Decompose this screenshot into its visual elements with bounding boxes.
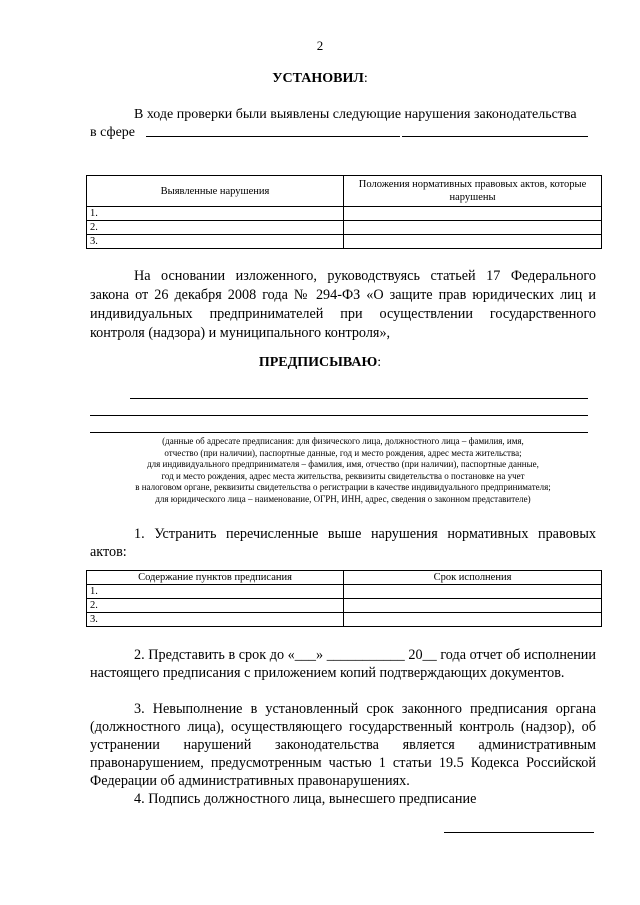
heading-prescribe-text: ПРЕДПИСЫВАЮ [258,355,378,370]
intro-paragraph: В ходе проверки были выявлены следующие нарушения законодательства [134,107,577,122]
table-row [87,585,602,599]
item-3: 3. Невыполнение в установленный срок законного предписания органа (должностного лица), осуществляющего государственный контроль (надзор), об устранении нарушений законодательства является административным правонарушением, предусмотренным частью 1 статьи 19.5 Кодекса Российской Федерации об административных правонарушениях. [90,701,596,789]
sphere-blank-2 [402,136,588,137]
table-row [87,221,602,235]
item-1: 1. Устранить перечисленные выше нарушения нормативных правовых актов: [90,526,596,560]
addressee-line-2 [90,415,588,416]
table-header-cell: Срок исполнения [344,571,602,585]
addressee-note [90,436,596,505]
table-cell [344,599,602,613]
table-cell [344,235,602,249]
heading-established-colon: : [363,71,368,86]
sphere-line [90,124,596,142]
table-cell [344,221,602,235]
note-line: в налоговом органе, реквизиты свидетельства о регистрации в качестве индивидуального предпринимателя; [135,482,551,492]
table-header-row [87,176,602,207]
table-cell: 3. [87,235,344,249]
addressee-line-3 [90,432,588,433]
table-cell [344,585,602,599]
note-line: отчество (при наличии), паспортные данные, год и место рождения, адрес места жительства; [164,447,522,458]
basis-paragraph: На основании изложенного, руководствуясь статьей 17 Федерального закона от 26 декабря 2008 года № 294-ФЗ «О защите прав юридических лиц и индивидуальных предпринимателей при осуществлении государственного контроля (надзора) и муниципального контроля», [90,268,596,341]
table-row [87,207,602,221]
table-cell: 3. [87,613,344,627]
item-2: 2. Представить в срок до «___» ___________ 20__ года отчет об исполнении настоящего предписания с приложением копий подтверждающих документов. [90,647,596,681]
note-line: для юридического лица – наименование, ОГРН, ИНН, адрес, сведения о законном представителе) [155,493,531,504]
heading-prescribe-colon: : [377,355,382,370]
heading-established-text: УСТАНОВИЛ [272,71,364,86]
prescription-table [86,570,602,627]
heading-prescribe [0,355,640,371]
signature-line [444,832,594,833]
table-header-cell: Выявленные нарушения [87,176,344,207]
violations-table [86,175,602,249]
table-cell: 1. [87,585,344,599]
table-header-row [87,571,602,585]
table-cell: 2. [87,221,344,235]
table-row [87,235,602,249]
table-header-cell: Положения нормативных правовых актов, которые нарушены [344,176,602,207]
note-line: (данные об адресате предписания: для физического лица, должностного лица – фамилия, имя, [162,436,524,446]
item-4: 4. Подпись должностного лица, вынесшего предписание [134,791,477,807]
heading-established [0,71,640,87]
sphere-label: в сфере [90,125,135,140]
table-row [87,613,602,627]
table-row [87,599,602,613]
note-line: год и место рождения, адрес места жительства, реквизиты свидетельства о постановке на учет [161,470,525,481]
note-line: для индивидуального предпринимателя – фамилия, имя, отчество (при наличии), паспортные данные, [147,459,539,469]
page-number: 2 [316,38,324,53]
sphere-blank-1 [146,136,400,137]
table-header-cell: Содержание пунктов предписания [87,571,344,585]
table-cell [344,207,602,221]
table-cell: 1. [87,207,344,221]
table-cell [344,613,602,627]
addressee-line-1 [130,398,588,399]
table-cell: 2. [87,599,344,613]
